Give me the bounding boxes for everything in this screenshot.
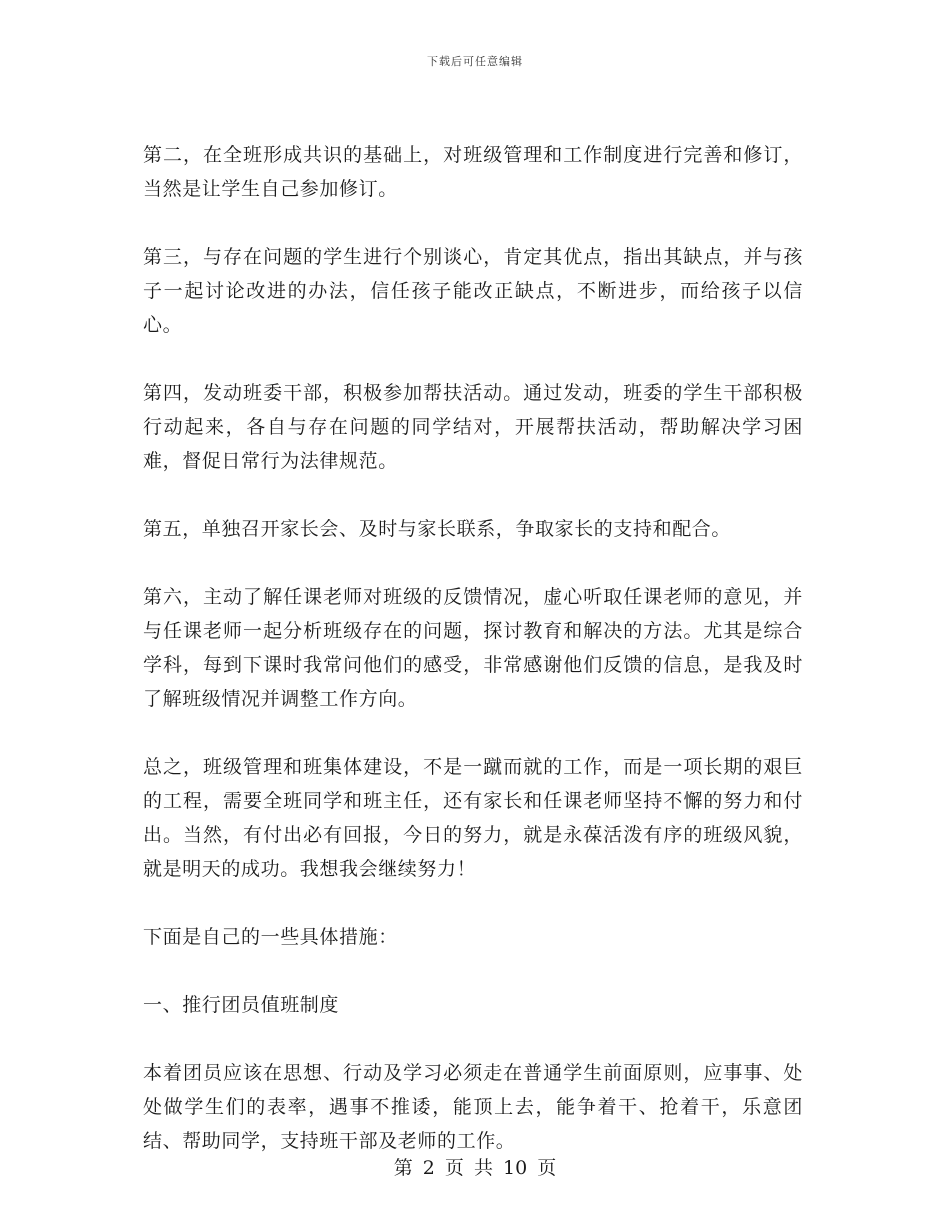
paragraph-duty-system: 本着团员应该在思想、行动及学习必须走在普通学生前面原则，应事事、处处做学生们的表率，遇事不推诿，能顶上去，能争着干、抢着干，乐意团结、帮助同学，支持班干部及老师的工作。 [143,1062,803,1152]
section-heading-duty-system: 一、推行团员值班制度 [143,994,340,1016]
page-header: 下载后可任意编辑 [427,55,523,68]
paragraph-point-five: 第五，单独召开家长会、及时与家长联系，争取家长的支持和配合。 [143,518,732,540]
paragraph-point-six: 第六，主动了解任课老师对班级的反馈情况，虚心听取任课老师的意见，并与任课老师一起分析班级存在的问题，探讨教育和解决的方法。尤其是综合学科，每到下课时我常问他们的感受，非常感谢他们反馈的信息，是我及时了解班级情况并调整工作方向。 [143,586,803,710]
document-body [143,138,803,1158]
paragraph-summary: 总之，班级管理和班集体建设，不是一蹴而就的工作，而是一项长期的艰巨的工程，需要全班同学和班主任，还有家长和任课老师坚持不懈的努力和付出。当然，有付出必有回报，今日的努力，就是永葆活泼有序的班级风貌，就是明天的成功。我想我会继续努力！ [143,756,803,880]
paragraph-point-four: 第四，发动班委干部，积极参加帮扶活动。通过发动，班委的学生干部积极行动起来，各自与存在问题的同学结对，开展帮扶活动，帮助解决学习困难，督促日常行为法律规范。 [143,382,803,472]
paragraph-point-three: 第三，与存在问题的学生进行个别谈心，肯定其优点，指出其缺点，并与孩子一起讨论改进的办法，信任孩子能改正缺点，不断进步，而给孩子以信心。 [143,246,803,336]
paragraph-point-two: 第二，在全班形成共识的基础上，对班级管理和工作制度进行完善和修订，当然是让学生自己参加修订。 [143,144,803,200]
paragraph-measures-intro: 下面是自己的一些具体措施： [143,926,398,948]
page-number-footer: 第 2 页 共 10 页 [393,1157,557,1179]
